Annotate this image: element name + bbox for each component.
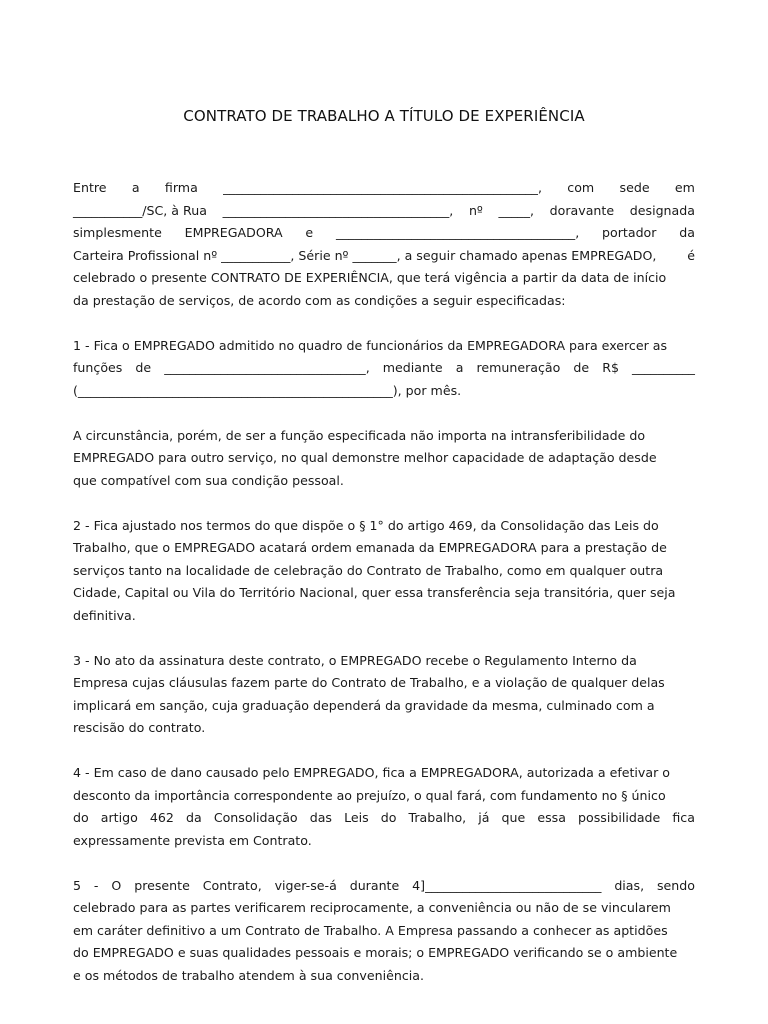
text-line xyxy=(73,447,695,470)
text-segment: durante xyxy=(349,877,400,893)
text-segment: mediante xyxy=(382,360,443,375)
text-segment: nº xyxy=(468,202,483,218)
text-line xyxy=(73,762,695,785)
text-segment: simplesmente xyxy=(73,225,162,240)
text-segment: artigo xyxy=(100,810,138,825)
text-line xyxy=(73,965,695,988)
text-segment: que xyxy=(501,810,526,825)
text-segment: das xyxy=(309,810,332,825)
text-segment: definitiva. xyxy=(73,607,136,623)
text-segment: sendo xyxy=(657,877,695,893)
text-segment: serviços tanto na localidade de celebração do Contrato de Trabalho, como em qualquer outra xyxy=(73,562,664,578)
text-segment: expressamente prevista em Contrato. xyxy=(73,832,312,848)
text-segment: EMPREGADORA xyxy=(184,225,283,240)
text-segment: Trabalho, xyxy=(408,810,467,825)
paragraph-2 xyxy=(73,335,695,403)
text-line xyxy=(73,560,695,583)
paragraph-6 xyxy=(73,762,695,852)
text-segment: ____________________________________, xyxy=(222,202,454,218)
text-segment: Carteira Profissional nº ___________, Série nº _______, a seguir chamado apenas EMPREGADO, xyxy=(73,247,657,263)
text-segment: sede xyxy=(619,180,650,195)
text-line xyxy=(73,582,695,605)
text-segment: rescisão do contrato. xyxy=(73,720,206,735)
text-segment: __________ xyxy=(632,360,695,375)
text-segment: é xyxy=(687,247,695,263)
text-segment: ___________/SC, à Rua xyxy=(73,202,207,218)
text-segment: firma xyxy=(164,180,198,195)
text-line xyxy=(73,267,695,290)
text-line xyxy=(73,717,695,740)
text-segment: do xyxy=(73,810,89,825)
text-line xyxy=(73,335,695,358)
text-line xyxy=(73,177,695,200)
text-line xyxy=(73,357,695,380)
text-line xyxy=(73,200,695,223)
text-segment: do EMPREGADO e suas qualidades pessoais e morais; o EMPREGADO verificando se o ambiente xyxy=(73,945,678,960)
text-segment: e os métodos de trabalho atendem à sua conveniência. xyxy=(73,967,424,983)
text-segment: O xyxy=(111,877,122,893)
text-segment: Contrato, xyxy=(202,877,262,893)
text-segment: em caráter definitivo a um Contrato de Trabalho. A Empresa passando a conhecer as aptidões xyxy=(73,922,668,938)
text-segment: ______________________________________, xyxy=(335,225,580,240)
text-segment: e xyxy=(305,225,314,240)
text-segment: _____, xyxy=(498,202,535,218)
text-line xyxy=(73,425,695,448)
text-segment: Consolidação xyxy=(213,810,298,825)
text-line xyxy=(73,650,695,673)
paragraph-1 xyxy=(73,177,695,312)
text-segment: que compatível com sua condição pessoal. xyxy=(73,472,344,488)
text-segment: de xyxy=(573,360,590,375)
text-segment: do xyxy=(380,810,397,825)
text-line xyxy=(73,807,695,830)
text-line xyxy=(73,830,695,853)
text-line xyxy=(73,537,695,560)
text-line xyxy=(73,695,695,718)
text-segment: R$ xyxy=(602,360,619,375)
paragraph-3 xyxy=(73,425,695,493)
text-segment: (__________________________________________________), por mês. xyxy=(73,382,462,398)
text-line xyxy=(73,672,695,695)
text-segment: da prestação de serviços, de acordo com as condições a seguir especificadas: xyxy=(73,292,566,308)
text-segment: a xyxy=(455,360,464,375)
text-segment: implicará em sanção, cuja graduação dependerá da gravidade da mesma, culminado com a xyxy=(73,697,655,713)
text-segment: ________________________________, xyxy=(164,360,370,375)
text-line xyxy=(73,245,695,268)
text-line xyxy=(73,515,695,538)
text-segment: A circunstância, porém, de ser a função especificada não importa na intransferibilidade do xyxy=(73,427,646,443)
text-line xyxy=(73,290,695,313)
text-segment: __________________________________________________, xyxy=(223,180,542,195)
text-segment: designada xyxy=(629,202,695,218)
text-segment: 3 - No ato da assinatura deste contrato, o EMPREGADO recebe o Regulamento Interno da xyxy=(73,652,637,668)
text-segment: viger-se-á xyxy=(274,877,337,893)
text-segment: possibilidade xyxy=(578,810,661,825)
text-segment: 4]____________________________ xyxy=(412,877,602,893)
text-line xyxy=(73,875,695,898)
text-segment: em xyxy=(674,180,695,195)
text-segment: a xyxy=(131,180,140,195)
paragraph-7 xyxy=(73,875,695,988)
text-segment: doravante xyxy=(549,202,615,218)
text-segment: 2 - Fica ajustado nos termos do que dispõe o § 1° do artigo 469, da Consolidação das Leis do xyxy=(73,517,659,533)
text-segment: 4 - Em caso de dano causado pelo EMPREGADO, fica a EMPREGADORA, autorizada a efetivar o xyxy=(73,765,670,780)
text-segment: 462 xyxy=(149,810,174,825)
text-line xyxy=(73,380,695,403)
text-line xyxy=(73,942,695,965)
text-segment: EMPREGADO para outro serviço, no qual demonstre melhor capacidade de adaptação desde xyxy=(73,450,657,465)
text-segment: Cidade, Capital ou Vila do Território Nacional, quer essa transferência seja transitória, quer seja xyxy=(73,585,676,600)
text-segment: com xyxy=(567,180,595,195)
document-title: CONTRATO DE TRABALHO A TÍTULO DE EXPERIÊNCIA xyxy=(183,107,585,125)
text-line xyxy=(73,605,695,628)
text-segment: de xyxy=(135,360,152,375)
text-segment: presente xyxy=(134,877,190,893)
text-segment: Leis xyxy=(344,810,369,825)
text-segment: celebrado para as partes verificarem reciprocamente, a conveniência ou não de se vincularem xyxy=(73,900,671,915)
text-line xyxy=(73,470,695,493)
text-segment: Entre xyxy=(73,180,107,195)
text-line xyxy=(73,222,695,245)
text-segment: desconto da importância correspondente ao prejuízo, o qual fará, com fundamento no § único xyxy=(73,787,666,803)
text-segment: funções xyxy=(73,360,123,375)
text-segment: remuneração xyxy=(476,360,561,375)
text-segment: dias, xyxy=(614,877,645,893)
text-line xyxy=(73,785,695,808)
text-segment: fica xyxy=(672,810,695,825)
text-segment: - xyxy=(93,877,99,893)
paragraph-5 xyxy=(73,650,695,740)
text-segment: 1 - Fica o EMPREGADO admitido no quadro de funcionários da EMPREGADORA para exercer as xyxy=(73,337,668,353)
text-segment: da xyxy=(679,225,695,240)
text-segment: portador xyxy=(602,225,657,240)
text-segment: Empresa cujas cláusulas fazem parte do Contrato de Trabalho, e a violação de qualquer delas xyxy=(73,675,665,690)
text-segment: já xyxy=(478,810,490,825)
text-segment: da xyxy=(186,810,202,825)
text-segment: 5 xyxy=(73,877,82,893)
text-segment: Trabalho, que o EMPREGADO acatará ordem emanada da EMPREGADORA para a prestação de xyxy=(73,540,667,555)
document-body xyxy=(73,177,695,1010)
text-line xyxy=(73,897,695,920)
text-line xyxy=(73,920,695,943)
text-segment: celebrado o presente CONTRATO DE EXPERIÊNCIA, que terá vigência a partir da data de início xyxy=(73,270,667,285)
paragraph-4 xyxy=(73,515,695,628)
text-segment: essa xyxy=(537,810,566,825)
